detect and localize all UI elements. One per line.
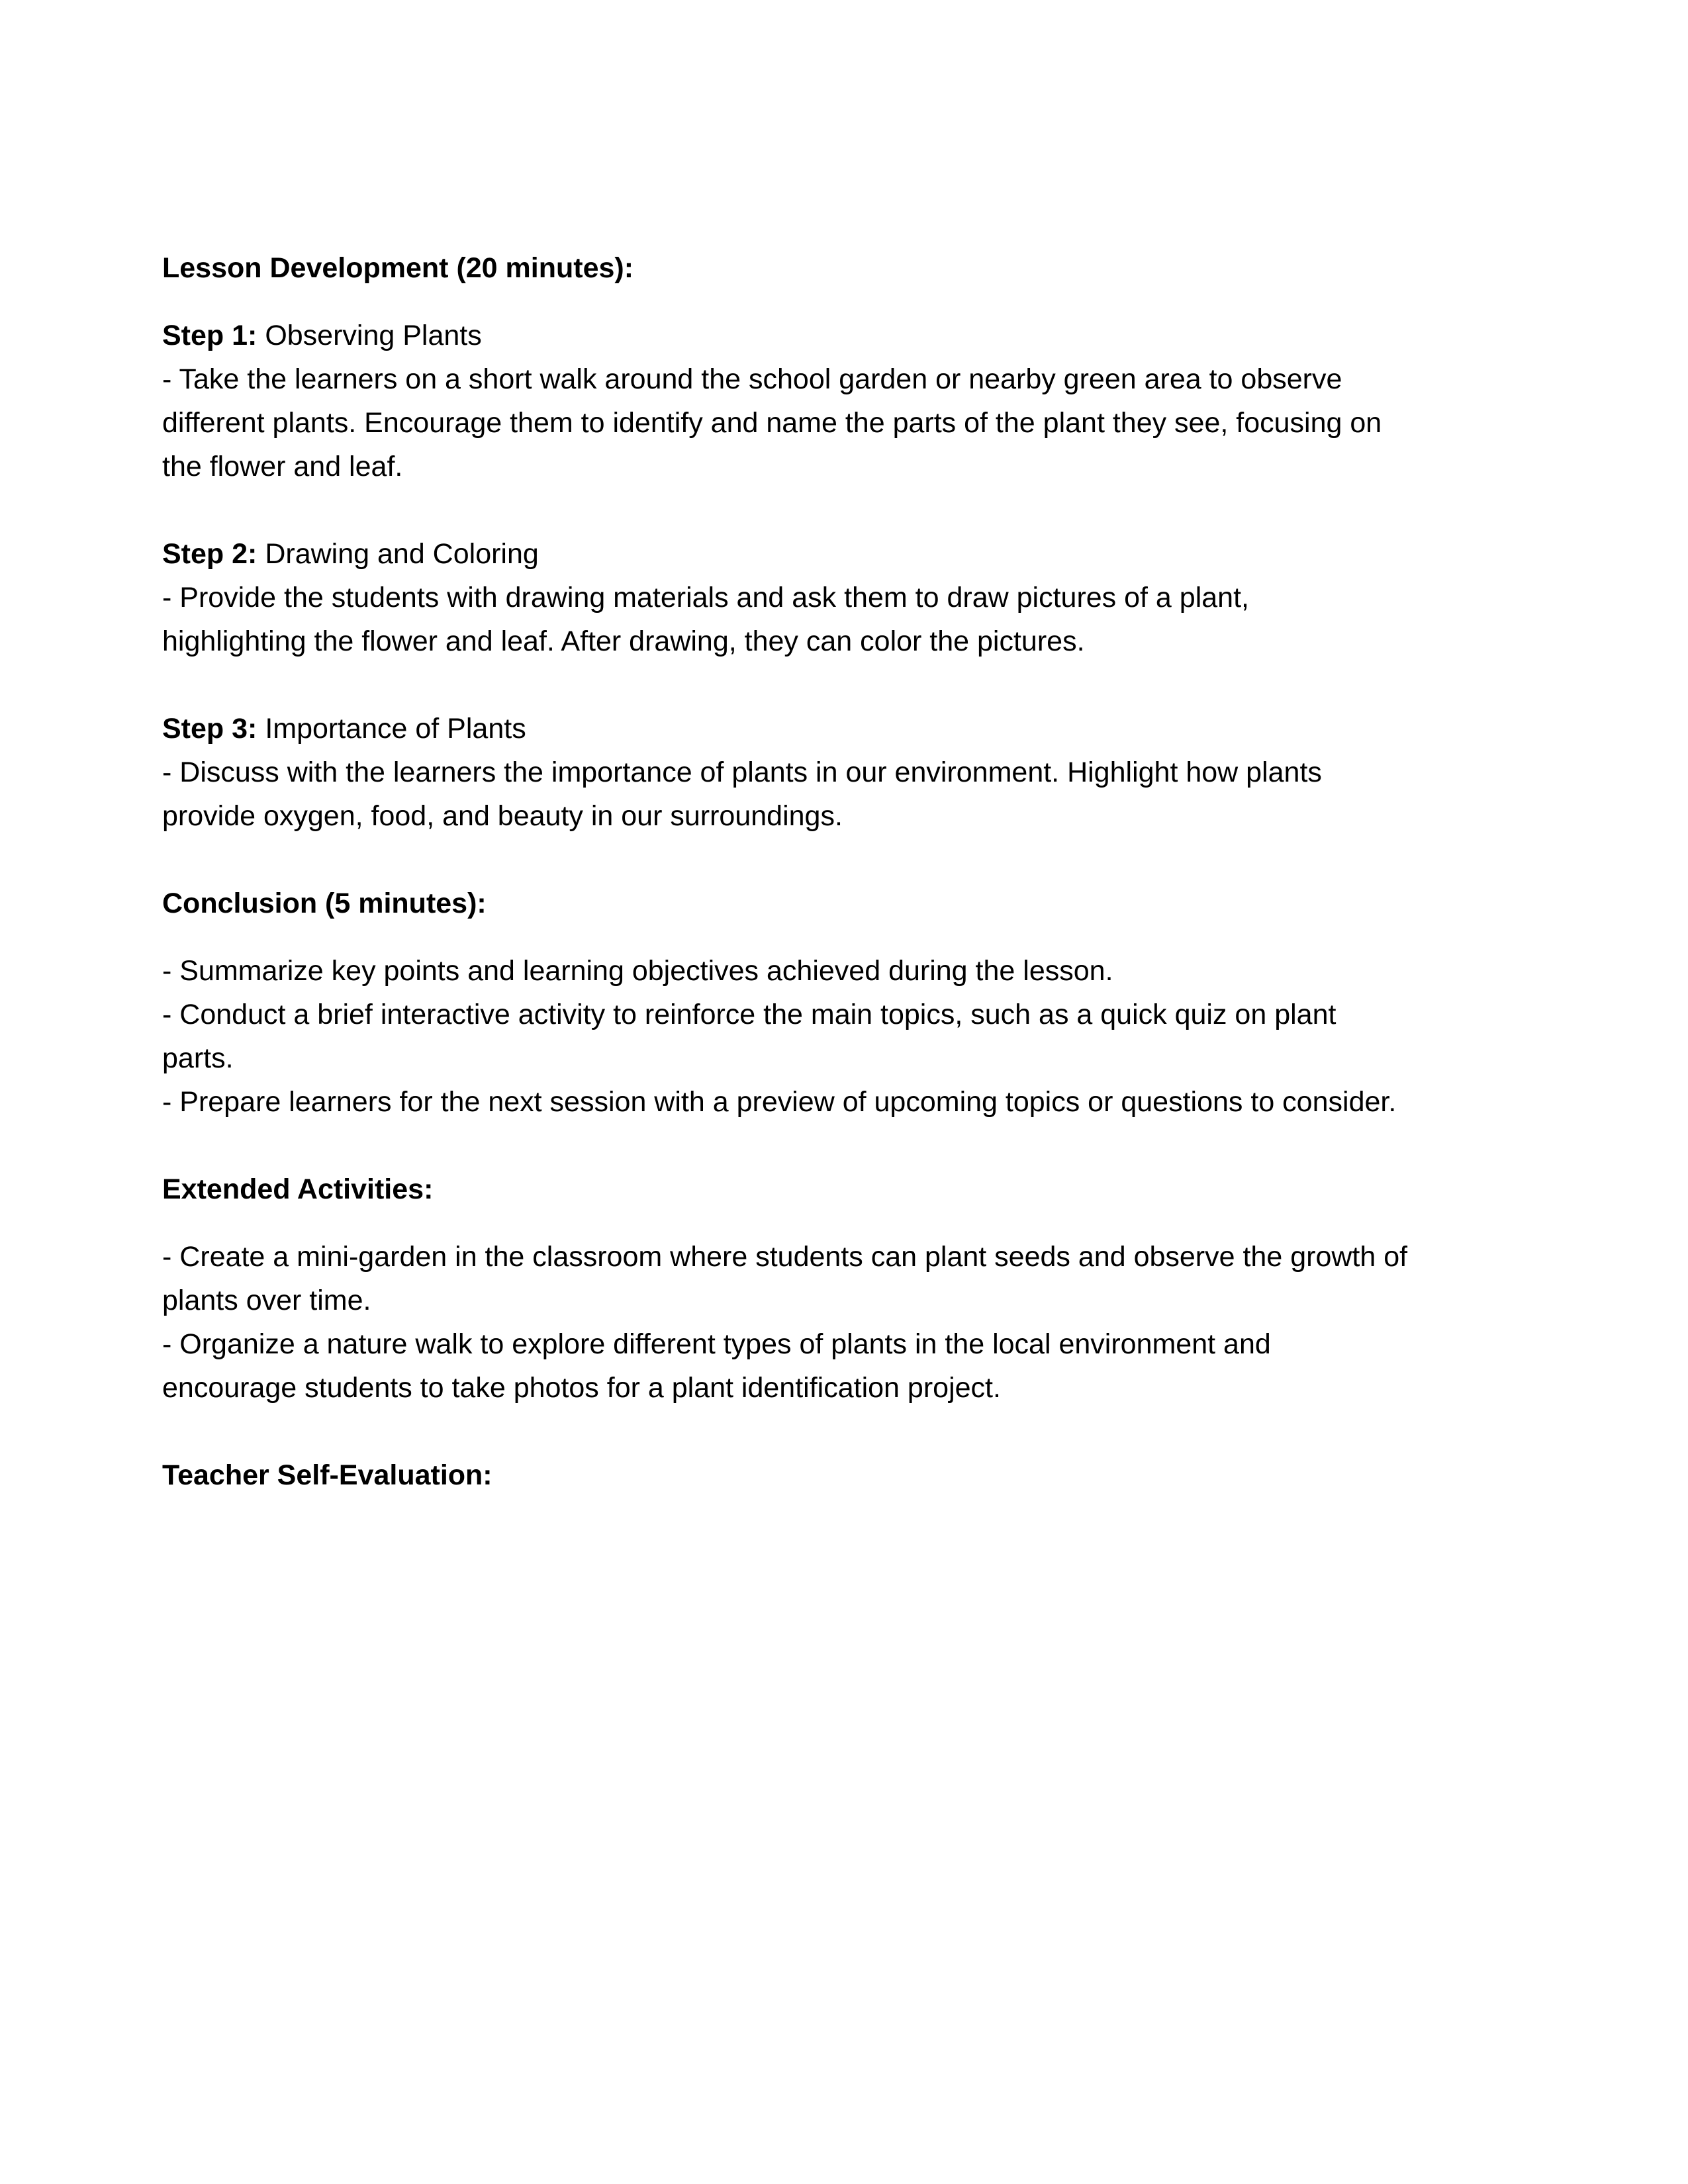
text-line: highlighting the flower and leaf. After drawing, they can color the pictures.: [162, 625, 1085, 657]
text-line: - Conduct a brief interactive activity to reinforce the main topics, such as a quick quiz on plant: [162, 999, 1336, 1030]
step-title: Observing Plants: [257, 320, 482, 351]
heading-text: Conclusion (5 minutes):: [162, 887, 487, 919]
text-line: the flower and leaf.: [162, 451, 403, 482]
text-line: - Create a mini-garden in the classroom where students can plant seeds and observe the growth of: [162, 1241, 1408, 1273]
text-line: parts.: [162, 1042, 234, 1074]
step-label: Step 1:: [162, 320, 258, 351]
heading-text: Extended Activities:: [162, 1173, 434, 1205]
step-label: Step 3:: [162, 713, 258, 745]
step-title-line: [162, 707, 1489, 751]
extended-activities-paragraph: [162, 1235, 1489, 1410]
step-title: Drawing and Coloring: [257, 538, 539, 570]
section-heading-teacher-self-evaluation: [162, 1453, 1489, 1497]
step-1-paragraph: [162, 314, 1489, 488]
text-line: - Summarize key points and learning objectives achieved during the lesson.: [162, 955, 1113, 987]
step-3-paragraph: [162, 707, 1489, 838]
text-line: - Provide the students with drawing materials and ask them to draw pictures of a plant,: [162, 582, 1249, 614]
conclusion-paragraph: [162, 949, 1489, 1124]
step-title-line: [162, 532, 1489, 576]
text-line: different plants. Encourage them to identify and name the parts of the plant they see, focusing on: [162, 407, 1382, 439]
heading-text: Teacher Self-Evaluation:: [162, 1459, 492, 1491]
text-line: encourage students to take photos for a plant identification project.: [162, 1372, 1001, 1404]
text-line: - Prepare learners for the next session with a preview of upcoming topics or questions to consider.: [162, 1086, 1397, 1118]
section-heading-lesson-development: [162, 246, 1489, 290]
text-line: plants over time.: [162, 1285, 371, 1316]
text-line: provide oxygen, food, and beauty in our surroundings.: [162, 800, 843, 832]
step-title: Importance of Plants: [257, 713, 526, 745]
heading-text: Lesson Development (20 minutes):: [162, 252, 634, 284]
text-line: - Organize a nature walk to explore different types of plants in the local environment and: [162, 1328, 1271, 1360]
step-label: Step 2:: [162, 538, 258, 570]
section-heading-conclusion: [162, 882, 1489, 925]
step-2-paragraph: [162, 532, 1489, 663]
text-line: - Discuss with the learners the importance of plants in our environment. Highlight how plants: [162, 756, 1322, 788]
text-line: - Take the learners on a short walk around the school garden or nearby green area to observe: [162, 363, 1342, 395]
section-heading-extended-activities: [162, 1167, 1489, 1211]
step-title-line: [162, 314, 1489, 357]
